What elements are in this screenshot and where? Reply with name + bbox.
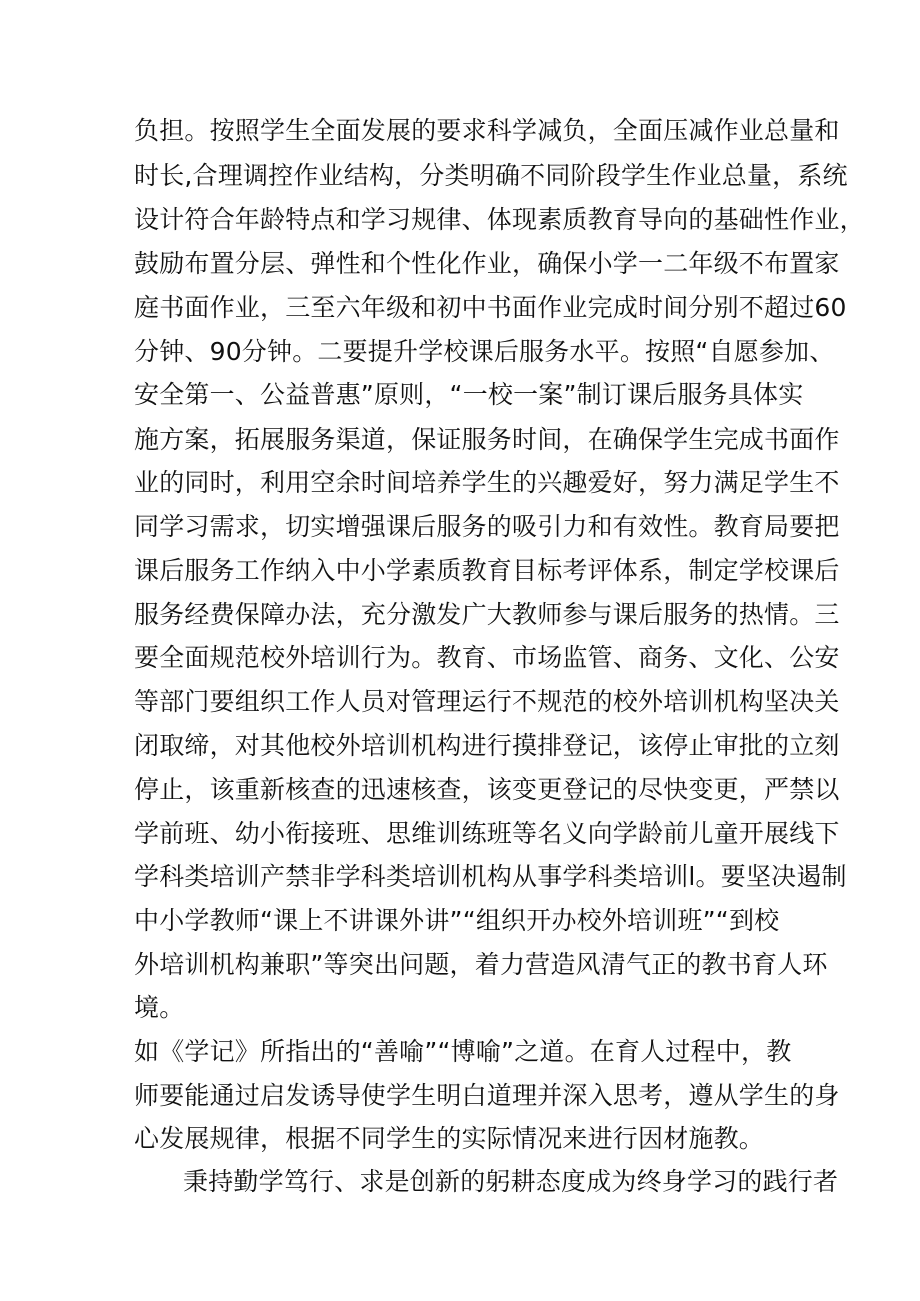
text-line: 心发展规律，根据不同学生的实际情况来进行因材施教。 xyxy=(134,1124,765,1153)
text-line: 学科类培训产禁非学科类培训机构从事学科类培训l。要坚决遏制 xyxy=(134,862,847,891)
text-line: 施方案，拓展服务渠道，保证服务时间，在确保学生完成书面作 xyxy=(134,425,840,454)
text-line: 服务经费保障办法，充分激发广大教师参与课后服务的热情。三 xyxy=(134,600,840,629)
text-line: 停止，该重新核查的迅速核查，该变更登记的尽快变更，严禁以 xyxy=(134,775,840,804)
text-line: 课后服务工作纳入中小学素质教育目标考评体系，制定学校课后 xyxy=(134,556,840,585)
text-line: 要全面规范校外培训行为。教育、市场监管、商务、文化、公安 xyxy=(134,643,840,672)
text-line: 时长,合理调控作业结构，分类明确不同阶段学生作业总量，系统 xyxy=(134,161,848,190)
text-line: 分钟、90分钟。二要提升学校课后服务水平。按照“自愿参加、 xyxy=(134,337,835,366)
text-line: 中小学教师“课上不讲课外讲”“组织开办校外培训班”“到校 xyxy=(134,906,780,935)
text-line: 秉持勤学笃行、求是创新的躬耕态度成为终身学习的践行者 xyxy=(183,1167,839,1196)
text-line: 业的同时，利用空余时间培养学生的兴趣爱好，努力满足学生不 xyxy=(134,468,840,497)
text-line: 学前班、幼小衔接班、思维训练班等名义向学龄前儿童开展线下 xyxy=(134,819,840,848)
text-line: 闭取缔，对其他校外培训机构进行摸排登记，该停止审批的立刻 xyxy=(134,731,840,760)
text-line: 如《学记》所指出的“善喻”“博喻”之道。在育人过程中，教 xyxy=(134,1037,792,1066)
text-line: 安全第一、公益普惠”原则，“一校一案”制订课后服务具体实 xyxy=(134,380,804,409)
text-line: 鼓励布置分层、弹性和个性化作业，确保小学一二年级不布置家 xyxy=(134,249,840,278)
text-line: 师要能通过启发诱导使学生明白道理并深入思考，遵从学生的身 xyxy=(134,1081,840,1110)
text-line: 等部门要组织工作人员对管理运行不规范的校外培训机构坚决关 xyxy=(134,687,840,716)
text-line: 境。 xyxy=(134,993,185,1022)
text-line: 负担。按照学生全面发展的要求科学减负，全面压减作业总量和 xyxy=(134,116,840,145)
text-line: 庭书面作业，三至六年级和初中书面作业完成时间分别不超过60 xyxy=(134,293,847,322)
text-line: 同学习需求，切实增强课后服务的吸引力和有效性。教育局要把 xyxy=(134,512,840,541)
text-line: 外培训机构兼职”等突出问题，着力营造风清气正的教书育人环 xyxy=(134,950,828,979)
text-line: 设计符合年龄特点和学习规律、体现素质教育导向的基础性作业， xyxy=(134,205,865,234)
